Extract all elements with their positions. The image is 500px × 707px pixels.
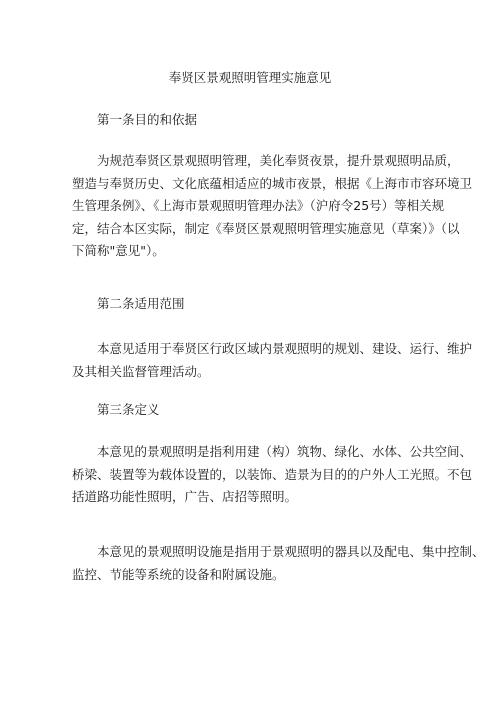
paragraph-line: 监控、节能等系统的设备和附属设施。 — [72, 566, 285, 582]
paragraph-line: 本意见的景观照明设施是指用于景观照明的器具以及配电、集中控制、 — [97, 544, 485, 559]
document-title: 奉贤区景观照明管理实施意见 — [168, 70, 332, 85]
section-heading-1: 第一条目的和依据 — [97, 112, 198, 127]
paragraph-line: 下简称"意见"）。 — [72, 243, 165, 259]
section-2-paragraph-1 — [72, 338, 473, 383]
section-heading-3: 第三条定义 — [97, 402, 160, 417]
section-3-paragraph-2 — [72, 541, 485, 586]
paragraph-line: 桥梁、装置等为载体设置的，以装饰、造景为目的的户外人工光照。不包 — [72, 466, 473, 482]
section-1-paragraph-1 — [72, 150, 473, 263]
paragraph-line: 本意见的景观照明是指利用建（构）筑物、绿化、水体、公共空间、 — [97, 444, 473, 459]
paragraph-line: 本意见适用于奉贤区行政区域内景观照明的规划、建设、运行、维护 — [97, 341, 473, 356]
paragraph-line: 括道路功能性照明，广告、店招等照明。 — [72, 489, 298, 505]
paragraph-line: 及其相关监督管理活动。 — [72, 363, 210, 379]
paragraph-line: 定，结合本区实际，制定《奉贤区景观照明管理实施意见（草案）》（以 — [72, 220, 460, 236]
section-3-paragraph-1 — [72, 441, 473, 509]
section-heading-2: 第二条适用范围 — [97, 296, 185, 311]
paragraph-line: 生管理条例》、《上海市景观照明管理办法》（沪府令25号）等相关规 — [72, 198, 445, 214]
paragraph-line: 塑造与奉贤历史、文化底蕴相适应的城市夜景，根据《上海市市容环境卫 — [72, 175, 473, 191]
paragraph-line: 为规范奉贤区景观照明管理，美化奉贤夜景，提升景观照明品质， — [97, 153, 460, 168]
